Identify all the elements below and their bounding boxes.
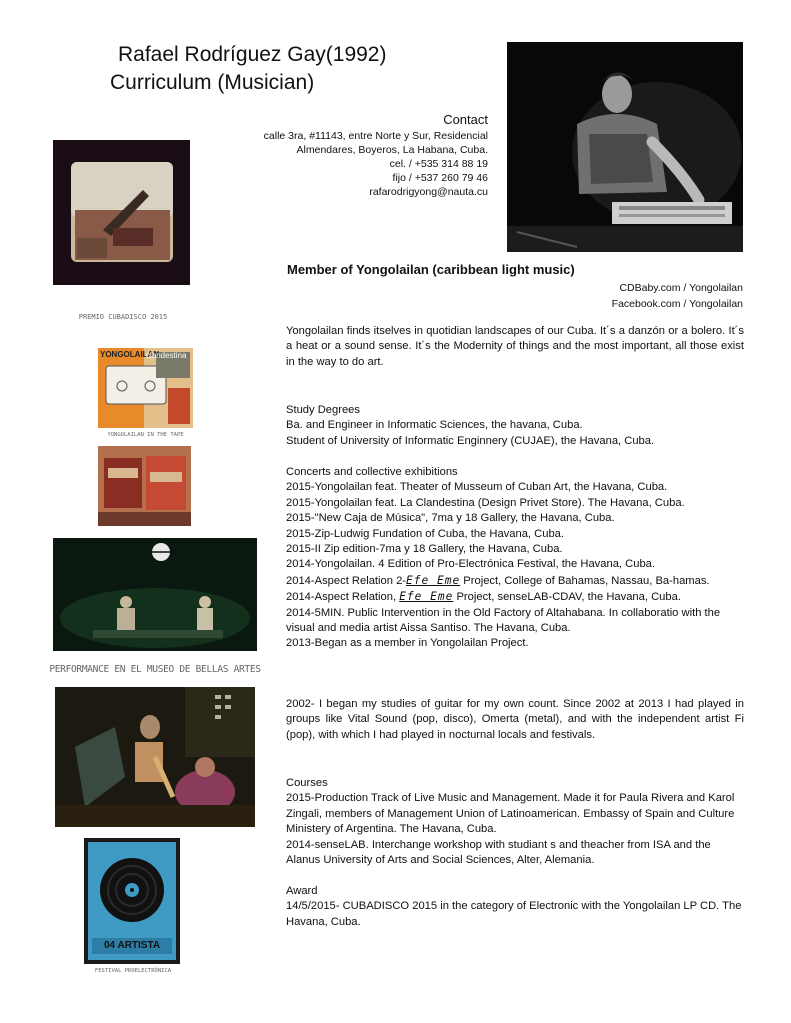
aspect1-post: Project, College of Bahamas, Nassau, Ba-hamas. (463, 574, 710, 587)
member-heading: Member of Yongolailan (caribbean light music) (287, 262, 575, 277)
photo-cassette-tapes-art (98, 446, 191, 526)
concert-item: 2015-"New Caja de Música", 7ma y 18 Gallery, the Havana, Cuba. (286, 512, 615, 525)
album-cover-clandestina-art (98, 348, 193, 428)
sidebar-gallery (48, 130, 262, 990)
aspect1-pre: 2014-Aspect Relation 2- (286, 574, 407, 587)
caption-festival: FESTIVAL PROELECTRÓNICA (94, 968, 172, 974)
portrait-illustration (507, 42, 743, 252)
aspect2-post: Project, senseLAB-CDAV, the Havana, Cuba. (456, 591, 681, 604)
album-cover-rooftop (53, 140, 190, 285)
concert-item: 2015-Zip-Ludwig Fundation of Cuba, the Havana, Cuba. (286, 527, 564, 540)
study-heading: Study Degrees (286, 404, 361, 416)
concert-item: 2015-Yongolailan feat. La Clandestina (Design Privet Store). The Havana, Cuba. (286, 496, 685, 509)
photo-museum-performance-art (55, 687, 255, 827)
cover2-title: YONGOLAILAN (100, 350, 160, 359)
photo-cassette-tapes (98, 446, 191, 526)
guitar-section (286, 697, 744, 743)
aspect2-pre: 2014-Aspect Relation, (286, 591, 397, 604)
study-section (286, 403, 744, 449)
album-cover-artista (84, 838, 180, 964)
caption-premio-cubadisco: PREMIO CUBADISCO 2015 (78, 313, 168, 321)
musician-portrait-photo (507, 42, 743, 252)
concert-item: 2013-Began as a member in Yongolailan Project. (286, 637, 529, 650)
award-text: 14/5/2015- CUBADISCO 2015 in the category of Electronic with the Yongolailan LP CD. The Havana, Cuba. (286, 900, 742, 928)
album-cover-rooftop-art (53, 140, 190, 285)
concerts-section (286, 465, 744, 652)
contact-address-line-1: calle 3ra, #11143, entre Norte y Sur, Residencial (263, 130, 488, 142)
award-heading: Award (286, 885, 318, 897)
cover2-subtitle: clandestina (146, 351, 187, 360)
contact-address-line-2: Almendares, Boyeros, La Habana, Cuba. (296, 144, 488, 156)
guitar-text: 2002- I began my studies of guitar for my own count. Since 2002 at 2013 I had played in groups like Vital Sound (pop, disco), Omerta (metal), and with the independent artist Fi (pop), with which I had played in nocturnal locals and festivals. (286, 698, 744, 741)
concert-item: 2014-Yongolailan. 4 Edition of Pro-Electrónica Festival, the Havana, Cuba. (286, 558, 655, 571)
courses-section (286, 776, 744, 868)
contact-heading: Contact (443, 112, 488, 127)
study-item: Ba. and Engineer in Informatic Sciences, the havana, Cuba. (286, 419, 583, 432)
photo-live-performance (53, 538, 257, 651)
concerts-heading: Concerts and collective exhibitions (286, 466, 458, 478)
contact-email[interactable]: rafarodrigyong@nauta.cu (369, 186, 488, 198)
concert-item-aspect-relation-2 (286, 573, 744, 589)
efe-eme-mark: Efe Eme (406, 573, 461, 587)
cdbaby-link[interactable]: CDBaby.com / Yongolailan (619, 282, 743, 294)
band-description (286, 324, 744, 370)
courses-heading: Courses (286, 777, 328, 789)
concert-item: 2015-II Zip edition-7ma y 18 Gallery, the Havana, Cuba. (286, 543, 563, 556)
caption-performance: PERFORMANCE EN EL MUSEO DE BELLAS ARTES (49, 664, 261, 675)
concert-item-aspect-relation (286, 589, 744, 605)
contact-landline-phone: fijo / +537 260 79 46 (392, 172, 488, 184)
facebook-link[interactable]: Facebook.com / Yongolailan (611, 298, 743, 310)
caption-in-the-tape: YONGOLAILAN IN THE TAPE (107, 432, 184, 438)
album-cover-clandestina (98, 348, 193, 428)
concert-item: 2015-Yongolailan feat. Theater of Musseum of Cuban Art, the Havana, Cuba. (286, 481, 668, 494)
award-section (286, 884, 744, 930)
band-description-text: Yongolailan finds itselves in quotidian landscapes of our Cuba. It´s a danzón or a bolero. It´s a heat or a sound sense. It´s the Modernity of things and the most important, all those exist in the way to do art. (286, 325, 744, 368)
efe-eme-mark: Efe Eme (399, 590, 454, 604)
photo-museum-performance (55, 687, 255, 827)
member-links (480, 280, 743, 312)
course-item: 2015-Production Track of Live Music and Management. Made it for Paula Rivera and Karol Zingali, members of Management Union of Latinoamerican. Embassy of Spain and Culture Ministery of Argentina. The Havana, Cuba. (286, 792, 735, 836)
page-title: Rafael Rodríguez Gay(1992) (118, 43, 387, 66)
page-subtitle: Curriculum (Musician) (110, 71, 315, 94)
concert-item: 2014-5MIN. Public Intervention in the Old Factory of Altahabana. In collaboratio with the visual and media artist Aissa Santiso. The Havana, Cuba. (286, 606, 721, 635)
contact-mobile-phone: cel. / +535 314 88 19 (389, 158, 488, 170)
cover-artista-text: 04 ARTISTA (103, 940, 161, 951)
course-item: 2014-senseLAB. Interchange workshop with studiant s and theacher from ISA and the Alanus University of Arts and Social Sciences, Alter, Alemania. (286, 838, 711, 867)
photo-live-performance-art (53, 538, 257, 651)
study-item: Student of University of Informatic Enginnery (CUJAE), the Havana, Cuba. (286, 434, 655, 447)
